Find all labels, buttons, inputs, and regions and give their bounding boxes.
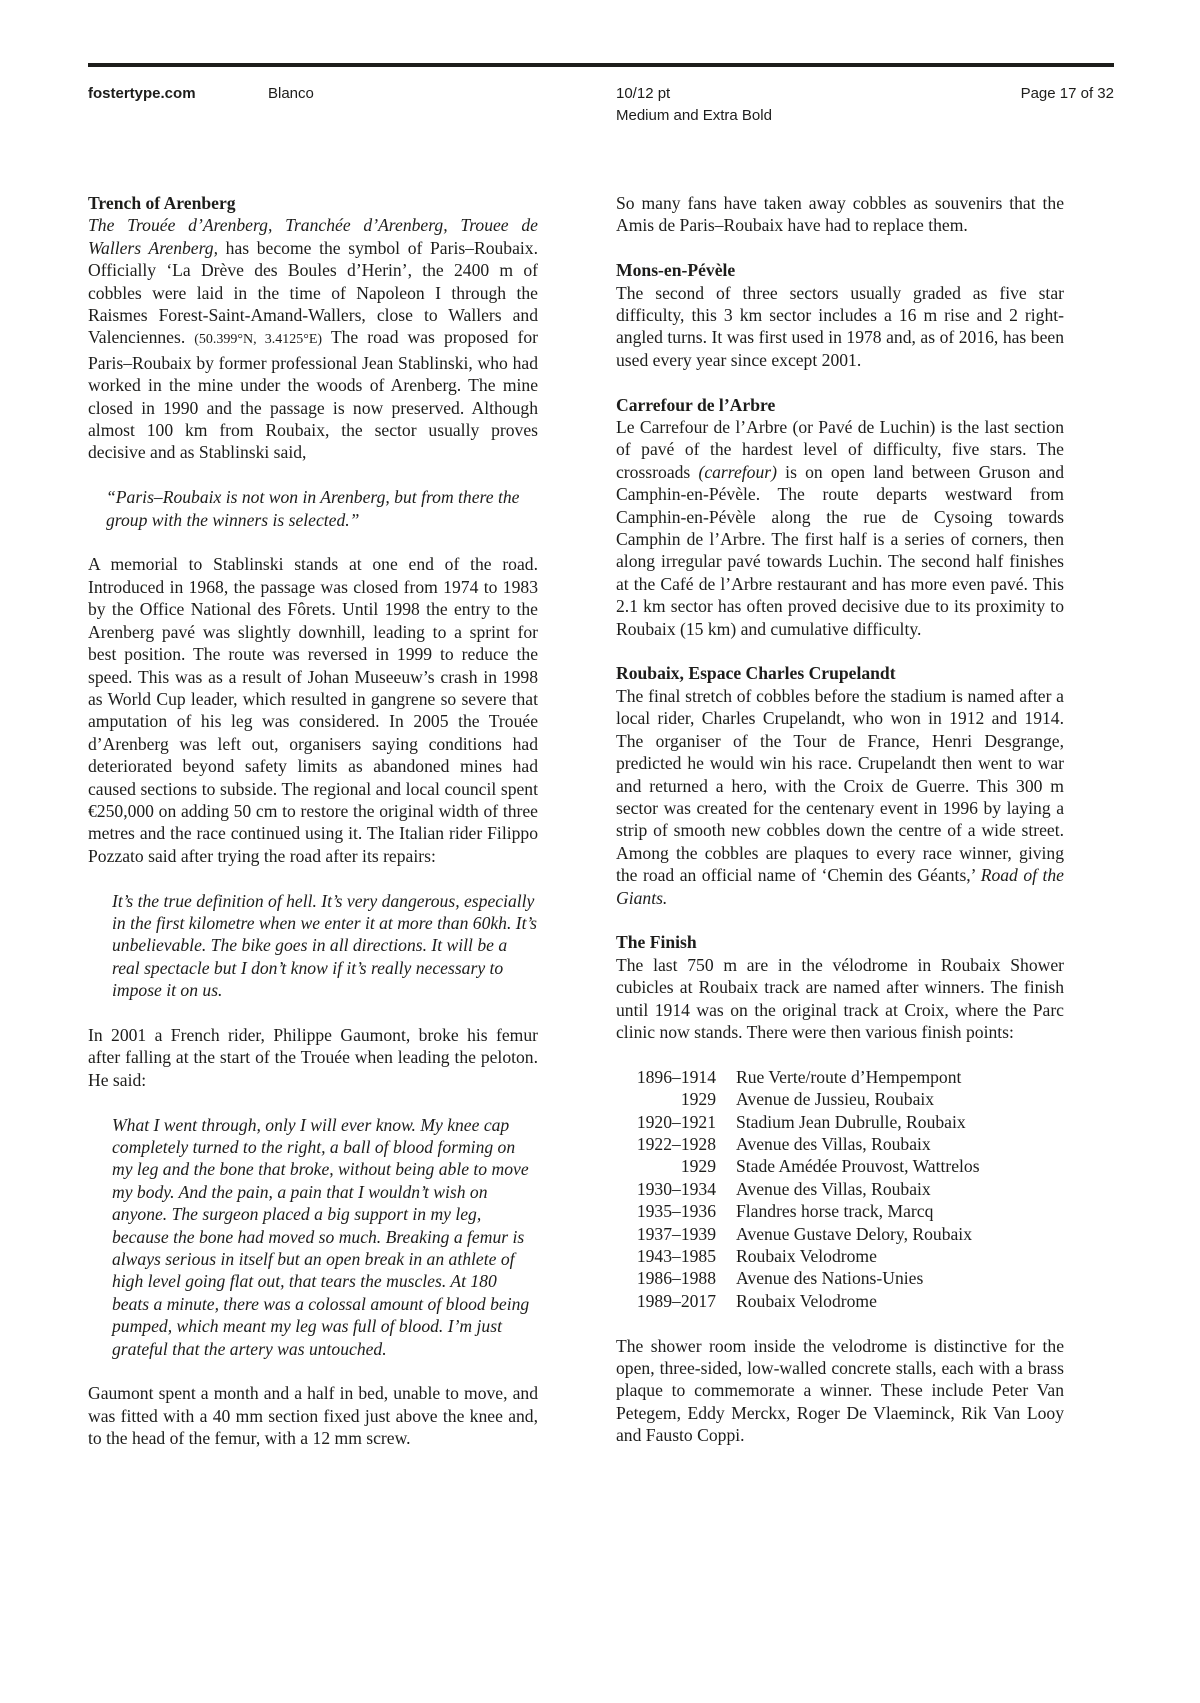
section-heading: Mons-en-Pévèle	[616, 260, 736, 281]
size: 10/12 pt	[616, 85, 671, 102]
finish-place: Roubaix Velodrome	[736, 1290, 877, 1311]
finish-place: Avenue Gustave Delory, Roubaix	[736, 1223, 972, 1244]
quote: What I went through, only I will ever know. My knee cap completely turned to the right, a ball of blood forming on my leg and the bone that broke, without being able to move my body. And the pain, a pain that I wouldn’t wish on anyone. The surgeon placed a big support in my leg, because the bone had moved so much. Breaking a femur is always serious in itself but an open break in an athlete of high level going flat out, that tears the muscles. At 180 beats a minute, there was a colossal amount of blood being pumped, which meant my leg was full of blood. I’m just grateful that the artery was untouched.	[112, 1114, 530, 1359]
finish-place: Stade Amédée Prouvost, Wattrelos	[736, 1156, 980, 1177]
left-column	[88, 192, 538, 1472]
finish-row	[616, 1245, 980, 1267]
paragraph: Le Carrefour de l’Arbre (or Pavé de Luchin) is the last section of pavé of the hardest level of difficulty, five stars. The crossroads (carrefour) is on open land between Gruson and Camphin-en-Pévèle. The route departs westward from Camphin-en-Pévèle along the rue de Cysoing towards Camphin de l’Arbre. The first half is a series of corners, then along irregular pavé towards Luchin. The second half finishes at the Café de l’Arbre restaurant and has more even pavé. This 2.1 km sector has often proved decisive due to its proximity to Roubaix (15 km) and cumulative difficulty.	[616, 417, 1064, 639]
finish-place: Roubaix Velodrome	[736, 1246, 877, 1267]
finish-years: 1930–1934	[636, 1178, 716, 1199]
finish-row	[616, 1223, 980, 1245]
finish-place: Avenue de Jussieu, Roubaix	[736, 1089, 935, 1110]
finish-years: 1896–1914	[636, 1066, 716, 1087]
finish-years: 1989–2017	[636, 1290, 716, 1311]
paragraph: The final stretch of cobbles before the stadium is named after a local rider, Charles Crupelandt, who won in 1912 and 1914. The organiser of the Tour de France, Henri Desgrange, predicted he would win his race. Crupelandt then went to war and returned a hero, with the Croix de Guerre. This 300 m sector was created for the centenary event in 1996 by laying a strip of smooth new cobbles down the centre of a wide street. Among the cobbles are plaques to every race winner, giving the road an official name of ‘Chemin des Géants,’ Road of the Giants.	[616, 685, 1064, 908]
section-heading: Trench of Arenberg	[88, 193, 236, 213]
paragraph: In 2001 a French rider, Philippe Gaumont, broke his femur after falling at the start of the Trouée when leading the peloton. He said:	[88, 1024, 538, 1090]
paragraph: The Trouée d’Arenberg, Tranchée d’Arenberg, Trouee de Wallers Arenberg, has become the symbol of Paris–Roubaix. Officially ‘La Drève des Boules d’Herin’, the 2400 m of cobbles were laid in the time of Napoleon I through the Raismes Forest-Saint-Amand-Wallers, close to Wallers and Valenciennes. (50.399°N, 3.4125°E) The road was proposed for Paris–Roubaix by former professional Jean Stablinski, who had worked in the mine under the woods of Arenberg. The mine closed in 1990 and the passage is now preserved. Although almost 100 km from Roubaix, the sector usually proves decisive and as Stablinski said,	[88, 215, 538, 463]
finish-years: 1943–1985	[636, 1246, 716, 1267]
finish-row	[616, 1111, 980, 1133]
finish-row	[616, 1267, 980, 1289]
quote: It’s the true definition of hell. It’s very dangerous, especially in the first kilometre when we enter it at more than 60kh. It’s unbelievable. The bike goes in all directions. It will be a real spectacle but I don’t know if it’s really necessary to impose it on us.	[112, 890, 537, 1001]
finish-years: 1929	[680, 1156, 716, 1177]
finish-row	[616, 1133, 980, 1155]
paragraph: The second of three sectors usually graded as five star difficulty, this 3 km sector includes a 16 m rise and 2 right-angled turns. It was first used in 1978 and, as of 2016, has been used every year since except 2001.	[616, 282, 1064, 370]
finish-years: 1935–1936	[636, 1201, 716, 1222]
finish-row	[616, 1066, 980, 1088]
finish-years: 1929	[680, 1089, 716, 1110]
section-heading: Carrefour de l’Arbre	[616, 394, 776, 415]
font-size-info	[616, 83, 772, 127]
paragraph: Gaumont spent a month and a half in bed, unable to move, and was fitted with a 40 mm section fixed just above the knee and, to the head of the femur, with a 12 mm screw.	[88, 1383, 538, 1449]
font-name: Blanco	[268, 85, 314, 102]
finish-row	[616, 1290, 980, 1312]
paragraph: So many fans have taken away cobbles as souvenirs that the Amis de Paris–Roubaix have had to replace them.	[616, 193, 1064, 236]
page-number: Page 17 of 32	[1020, 85, 1114, 102]
finish-row	[616, 1155, 980, 1177]
finish-place: Avenue des Villas, Roubaix	[736, 1133, 931, 1154]
finish-years: 1922–1928	[636, 1133, 716, 1154]
finish-row	[616, 1178, 980, 1200]
section-heading: Roubaix, Espace Charles Crupelandt	[616, 663, 896, 684]
finish-place: Flandres horse track, Marcq	[736, 1201, 934, 1222]
right-column	[616, 192, 1064, 1469]
finish-place: Avenue des Nations-Unies	[736, 1268, 924, 1289]
quote: “Paris–Roubaix is not won in Arenberg, but from there the group with the winners is selected.”	[106, 487, 520, 530]
finish-place: Stadium Jean Dubrulle, Roubaix	[736, 1111, 966, 1132]
paragraph: The last 750 m are in the vélodrome in Roubaix Shower cubicles at Roubaix track are named after winners. The finish until 1914 was on the original track at Croix, where the Parc clinic now stands. There were then various finish points:	[616, 954, 1064, 1042]
finish-row	[616, 1200, 980, 1222]
finish-years: 1920–1921	[636, 1111, 716, 1132]
finish-table	[616, 1066, 980, 1312]
finish-place: Rue Verte/route d’Hempempont	[736, 1066, 962, 1087]
finish-years: 1986–1988	[636, 1268, 716, 1289]
weights: Medium and Extra Bold	[616, 107, 772, 124]
site-name: fostertype.com	[88, 85, 196, 102]
finish-years: 1937–1939	[636, 1223, 716, 1244]
paragraph: The shower room inside the velodrome is distinctive for the open, three-sided, low-walled concrete stalls, each with a brass plaque to commemorate a winner. These include Peter Van Petegem, Eddy Merckx, Roger De Vlaeminck, Rik Van Looy and Fausto Coppi.	[616, 1335, 1064, 1446]
finish-row	[616, 1088, 980, 1110]
finish-place: Avenue des Villas, Roubaix	[736, 1178, 931, 1199]
header-rule	[88, 63, 1114, 67]
paragraph: A memorial to Stablinski stands at one end of the road. Introduced in 1968, the passage was closed from 1974 to 1983 by the Office National des Fôrets. Until 1998 the entry to the Arenberg pavé was slightly downhill, leading to a sprint for best position. The route was reversed in 1999 to reduce the speed. This was as a result of Johan Museeuw’s crash in 1998 as World Cup leader, which resulted in gangrene so severe that amputation of his leg was considered. In 2005 the Trouée d’Arenberg was left out, organisers saying conditions had deteriorated beyond safety limits as abandoned mines had caused sections to subside. The regional and local council spent €250,000 on adding 50 cm to restore the original width of three metres and the race continued using it. The Italian rider Filippo Pozzato said after trying the road after its repairs:	[88, 554, 538, 866]
section-heading: The Finish	[616, 932, 697, 953]
